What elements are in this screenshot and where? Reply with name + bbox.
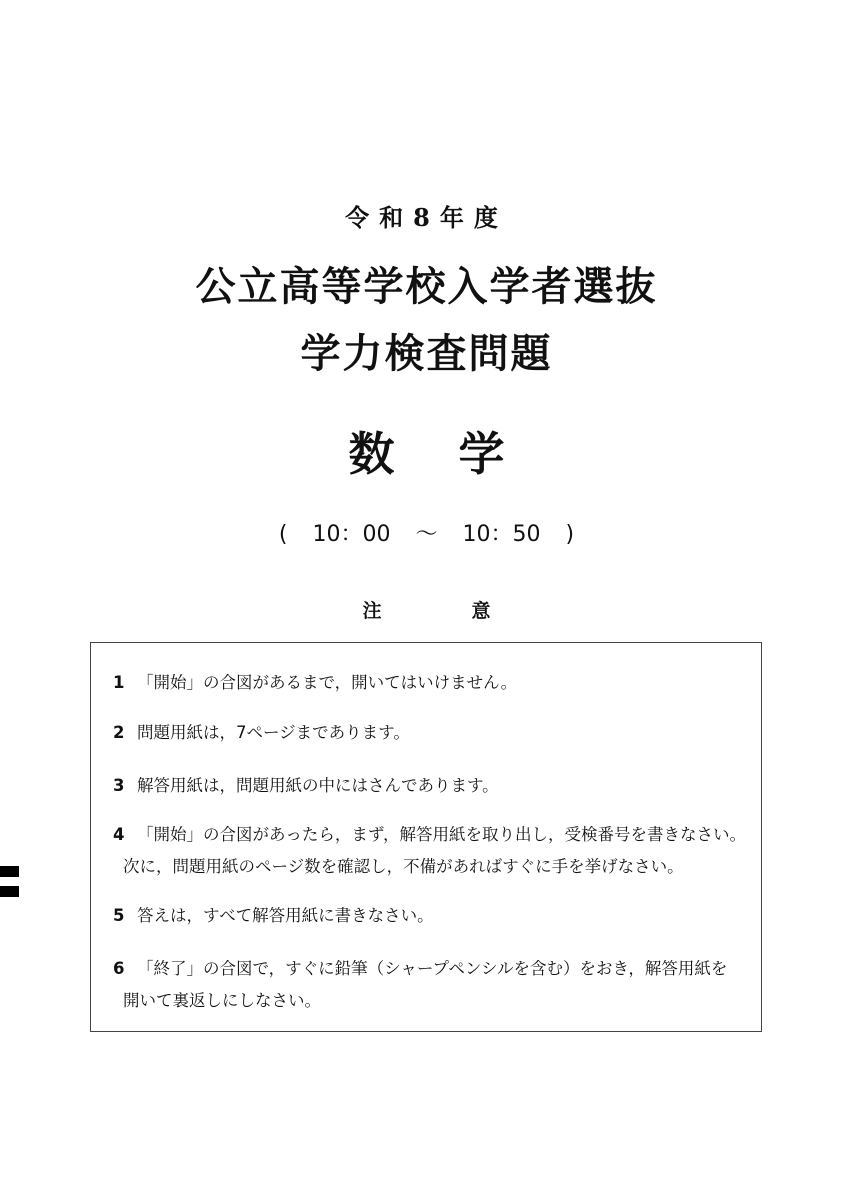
item-text: 問題用紙は，7ページまであります。 (137, 723, 410, 742)
notice-heading-char: 注 (362, 600, 382, 622)
registration-mark (0, 886, 19, 897)
subject-title (0, 418, 853, 484)
item-number: 3 (113, 776, 125, 795)
registration-mark (0, 866, 19, 877)
item-text: 「終了」の合図で，すぐに鉛筆（シャープペンシルを含む）をおき，解答用紙を (137, 959, 728, 978)
item-text: 「開始」の合図があるまで，開いてはいけません。 (137, 673, 518, 692)
item-text: 答えは，すべて解答用紙に書きなさい。 (137, 906, 434, 925)
paren-open: ( (278, 522, 288, 547)
end-time: 10：50 (462, 522, 541, 547)
item-number: 4 (113, 825, 125, 844)
time-separator: ～ (415, 522, 438, 547)
item-number: 5 (113, 906, 125, 925)
subject-char: 数 (348, 427, 395, 481)
item-text: 解答用紙は，問題用紙の中にはさんであります。 (137, 776, 499, 795)
item-number: 6 (113, 959, 125, 978)
item-number: 1 (113, 673, 125, 692)
item-text-continued: 開いて裏返しにしなさい。 (123, 991, 321, 1010)
exam-time (0, 517, 853, 548)
item-text: 「開始」の合図があったら，まず，解答用紙を取り出し，受検番号を書きなさい。 (137, 825, 747, 844)
title-line1: 公立高等学校入学者選抜 (195, 264, 658, 310)
era-year: 令和8年度 (345, 203, 508, 232)
start-time: 10：00 (312, 522, 391, 547)
notice-box (90, 642, 762, 1032)
item-text-continued: 次に，問題用紙のページ数を確認し，不備があればすぐに手を挙げなさい。 (123, 857, 684, 876)
notice-heading-char: 意 (471, 600, 491, 622)
notice-heading (0, 596, 853, 623)
paren-close: ) (565, 522, 575, 547)
item-number: 2 (113, 723, 125, 742)
subject-char: 学 (458, 427, 505, 481)
title-line2: 学力検査問題 (300, 331, 553, 377)
